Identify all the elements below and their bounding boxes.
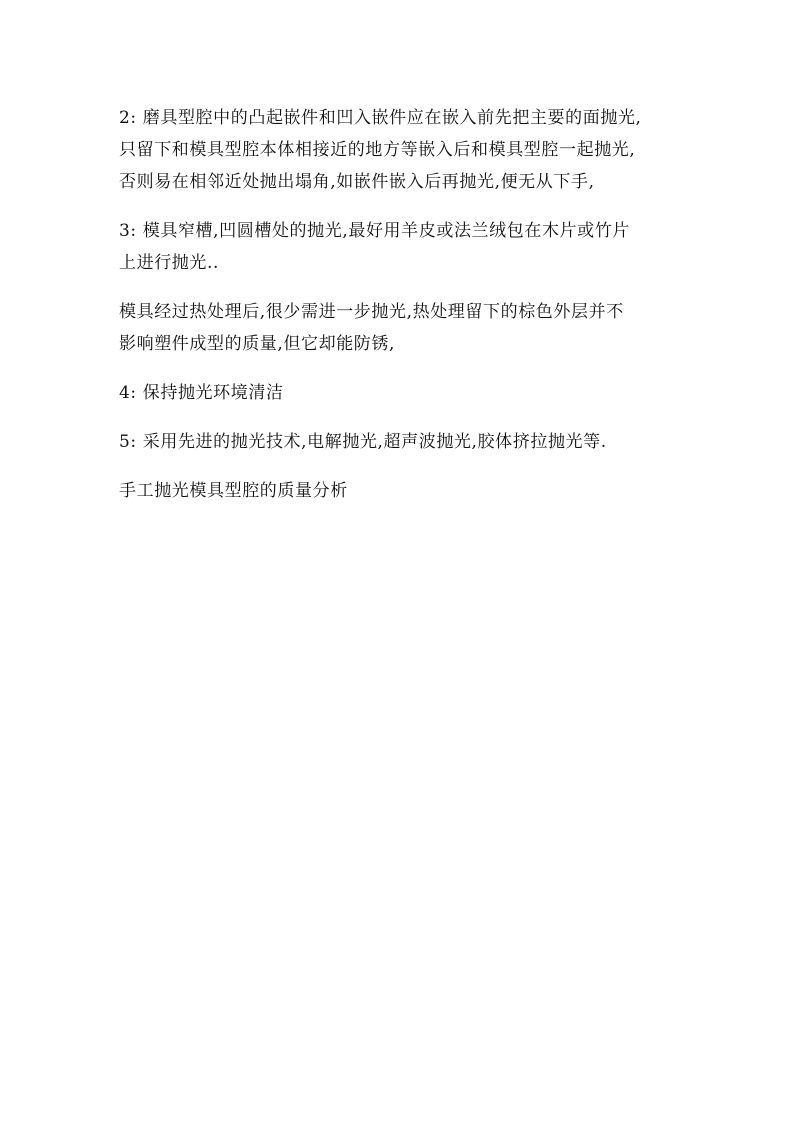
paragraph-heat-treatment (119, 296, 675, 360)
text-line: 3: 模具窄槽,凹圆槽处的抛光,最好用羊皮或法兰绒包在木片或竹片 (119, 221, 630, 241)
text-line: 5: 采用先进的抛光技术,电解抛光,超声波抛光,胶体挤拉抛光等. (119, 432, 607, 452)
text-line: 上进行抛光.. (119, 253, 220, 273)
text-line: 4: 保持抛光环境清洁 (119, 383, 284, 403)
paragraph-item-4 (119, 377, 675, 409)
paragraph-item-5 (119, 426, 675, 458)
paragraph-item-3 (119, 215, 675, 279)
document-body (119, 102, 675, 524)
text-line: 手工抛光模具型腔的质量分析 (119, 481, 348, 501)
text-line: 影响塑件成型的质量,但它却能防锈, (119, 334, 396, 354)
text-line: 否则易在相邻近处抛出塌角,如嵌件嵌入后再抛光,便无从下手, (119, 172, 595, 192)
text-line: 2: 磨具型腔中的凸起嵌件和凹入嵌件应在嵌入前先把主要的面抛光, (119, 108, 642, 128)
paragraph-item-2 (119, 102, 675, 198)
text-line: 只留下和模具型腔本体相接近的地方等嵌入后和模具型腔一起抛光, (119, 140, 636, 160)
section-heading (119, 475, 675, 507)
text-line: 模具经过热处理后,很少需进一步抛光,热处理留下的棕色外层并不 (119, 302, 624, 322)
